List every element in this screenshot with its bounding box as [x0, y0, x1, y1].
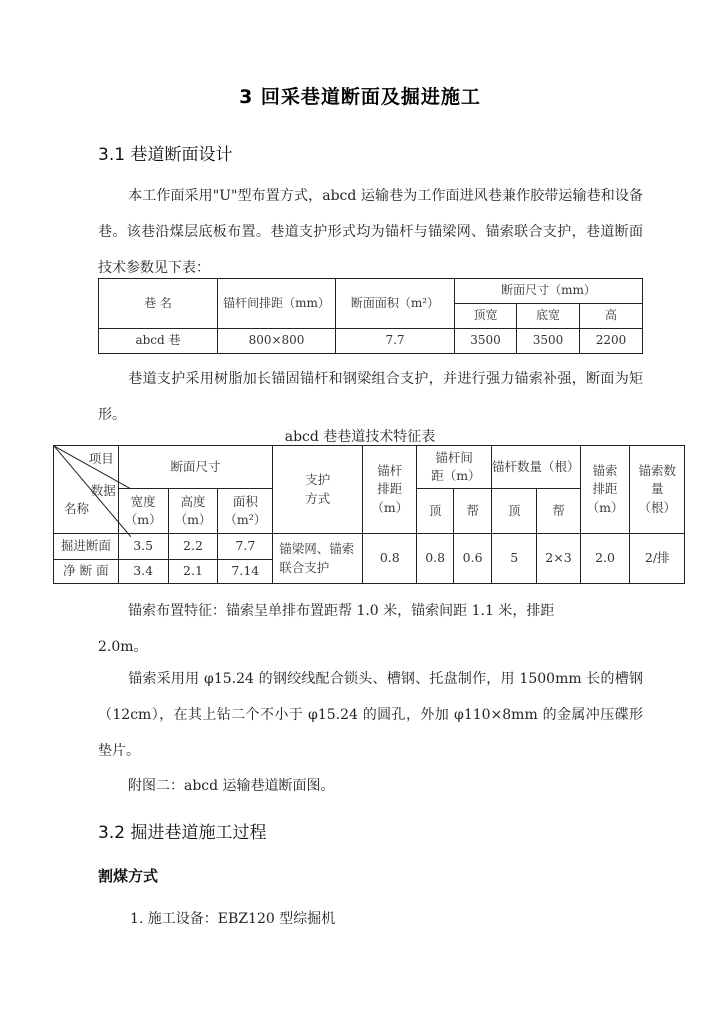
cell-name: abcd 巷 — [99, 329, 218, 354]
header-height: 高度（m） — [168, 489, 218, 534]
list-item: 1. 施工设备：EBZ120 型综掘机 — [130, 911, 336, 927]
paragraph-text: 附图二：abcd 运输巷道断面图。 — [128, 778, 335, 794]
paragraph-text: 本工作面采用"U"型布置方式，abcd 运输巷为工作面进风巷兼作胶带运输巷和设备巷。该巷沿煤层底板布置。巷道支护形式均为锚杆与锚梁网、锚索联合支护，巷道断面技术参数见下表： — [98, 188, 643, 276]
header-cable-count: 锚索数量（根） — [630, 446, 685, 534]
cell-width: 3.5 — [118, 534, 168, 560]
diagonal-header-cell — [54, 446, 119, 534]
cell-area: 7.7 — [218, 534, 273, 560]
header-bolt-spacing: 锚杆间距（m） — [417, 446, 492, 489]
tech-features-table — [53, 445, 685, 584]
cell-top-width: 3500 — [455, 329, 517, 354]
cell-cable-count: 2/排 — [630, 534, 685, 584]
chapter-title: 3 回采巷道断面及掘进施工 — [239, 86, 481, 108]
header-top-width: 顶宽 — [455, 304, 517, 329]
paragraph-text-line1: 锚索布置特征：锚索呈单排布置距帮 1.0 米，锚索间距 1.1 米，排距 — [128, 603, 555, 619]
cell-area: 7.14 — [218, 560, 273, 584]
paragraph-text: 锚索采用用 φ15.24 的钢绞线配合锁头、槽钢、托盘制作，用 1500mm 长的槽钢（12cm），在其上钻二个不小于 φ15.24 的圆孔，外加 φ110×8mm 的金属冲压碟形垫片。 — [98, 671, 643, 759]
cell-count-side: 2×3 — [537, 534, 580, 584]
cell-count-top: 5 — [492, 534, 537, 584]
paragraph-layout — [98, 178, 643, 286]
cell-name: 掘进断面 — [54, 534, 119, 560]
table-row — [54, 534, 685, 560]
subheading-coal-cutting: 割煤方式 — [98, 867, 159, 885]
header-bolt-count: 锚杆数量（根） — [492, 446, 581, 489]
header-bolt-row: 锚杆排距（m） — [363, 446, 417, 534]
header-count-top: 顶 — [492, 489, 537, 534]
header-name: 巷 名 — [99, 279, 218, 329]
corner-label-data: 数据 — [90, 483, 116, 498]
paragraph-text-line2: 2.0m。 — [98, 639, 148, 655]
cell-width: 3.4 — [118, 560, 168, 584]
header-bolt-spacing: 锚杆间排距（mm） — [218, 279, 336, 329]
paragraph-support — [98, 361, 643, 433]
header-width: 宽度（m） — [118, 489, 168, 534]
header-section-size: 断面尺寸 — [118, 446, 273, 489]
paragraph-cable-material — [98, 661, 643, 769]
corner-label-name: 名称 — [64, 501, 90, 516]
header-support: 支护方式 — [273, 446, 363, 534]
header-height: 高 — [580, 304, 643, 329]
cell-height: 2.2 — [168, 534, 218, 560]
header-area: 面积（m²） — [218, 489, 273, 534]
table-caption: abcd 巷巷道技术特征表 — [284, 429, 436, 445]
paragraph-text: 巷道支护采用树脂加长锚固锚杆和钢梁组合支护，并进行强力锚索补强，断面为矩形。 — [98, 371, 643, 423]
cell-support: 锚梁网、锚索联合支护 — [273, 534, 363, 584]
cell-bolt-row: 0.8 — [363, 534, 417, 584]
cell-bolt-spacing: 800×800 — [218, 329, 336, 354]
header-cable-row: 锚索排距（m） — [580, 446, 630, 534]
header-spacing-side: 帮 — [454, 489, 492, 534]
header-count-side: 帮 — [537, 489, 580, 534]
paragraph-cable-layout — [98, 593, 643, 665]
cell-spacing-side: 0.6 — [454, 534, 492, 584]
section-heading-3-2: 3.2 掘进巷道施工过程 — [98, 823, 267, 843]
cell-bottom-width: 3500 — [517, 329, 580, 354]
cell-spacing-top: 0.8 — [417, 534, 454, 584]
section-heading-3-1: 3.1 巷道断面设计 — [98, 145, 233, 165]
header-bottom-width: 底宽 — [517, 304, 580, 329]
cell-cable-row: 2.0 — [580, 534, 630, 584]
section-params-table — [98, 278, 643, 354]
header-section-size: 断面尺寸（mm） — [455, 279, 643, 304]
header-area: 断面面积（m²） — [336, 279, 455, 329]
cell-area: 7.7 — [336, 329, 455, 354]
table-row — [99, 329, 643, 354]
paragraph-figure-ref — [98, 768, 643, 804]
cell-name: 净 断 面 — [54, 560, 119, 584]
header-spacing-top: 顶 — [417, 489, 454, 534]
cell-height: 2.1 — [168, 560, 218, 584]
corner-label-item: 项目 — [88, 451, 114, 466]
cell-height: 2200 — [580, 329, 643, 354]
